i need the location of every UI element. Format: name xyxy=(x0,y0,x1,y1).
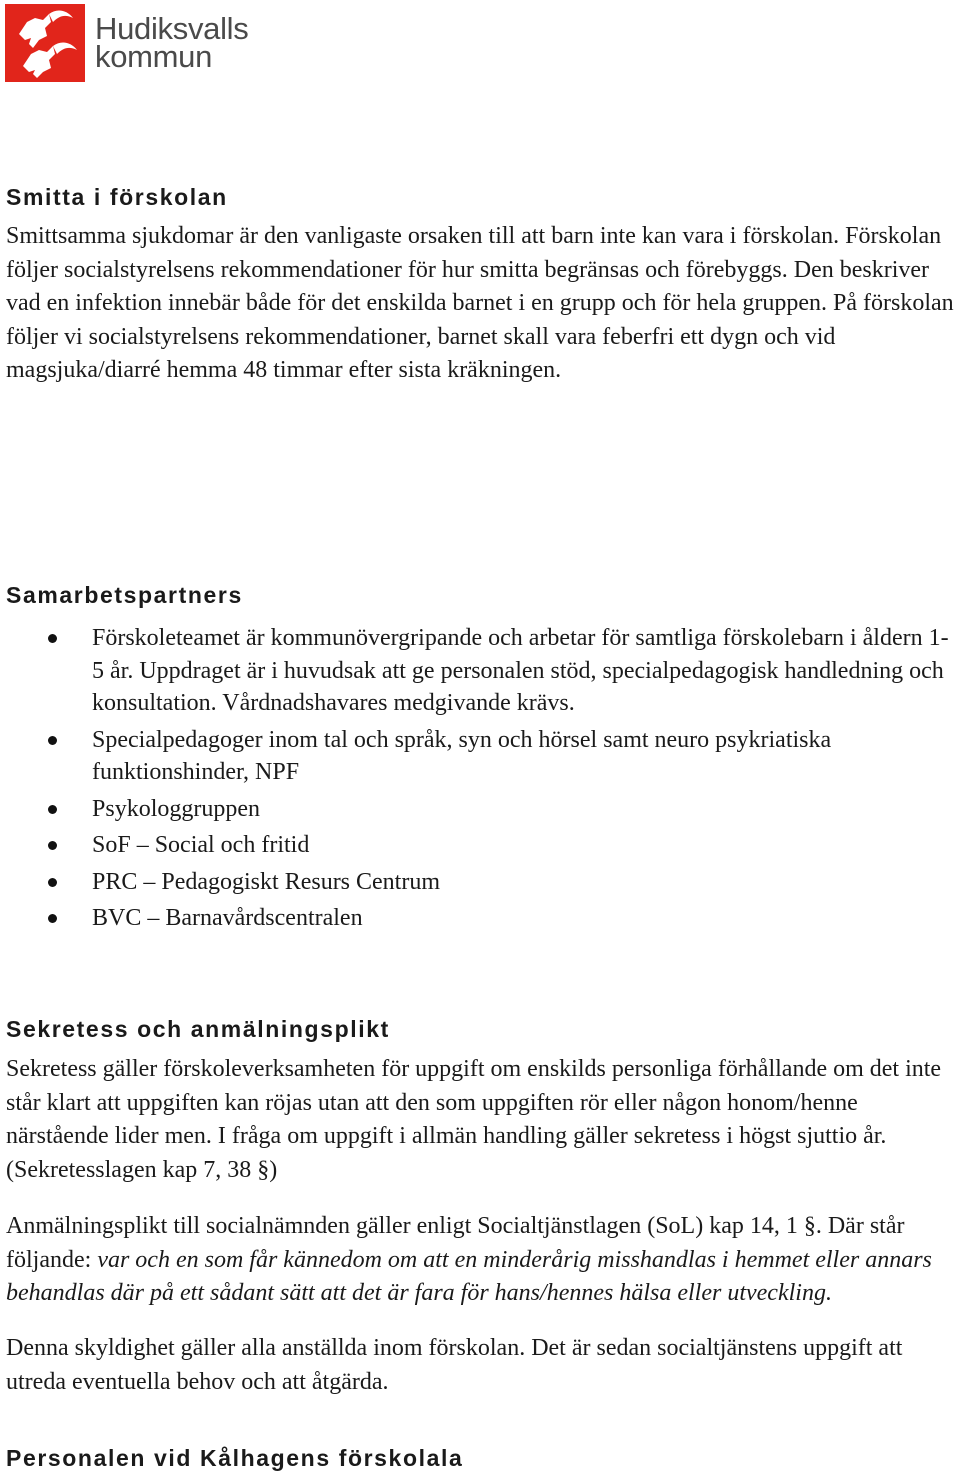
list-item-text: Psykologgruppen xyxy=(92,795,260,822)
goat-emblem-icon xyxy=(5,4,85,82)
section-heading-personal: Personalen vid Kålhagens förskolala xyxy=(6,1445,464,1471)
goat-emblem-svg xyxy=(5,4,85,82)
anmalningsplikt-lead: Anmälningsplikt till socialnämnden gäller enligt Socialtjänstlagen (SoL) kap 14, 1 §. Där står följande: xyxy=(6,1213,905,1273)
bullet-icon xyxy=(48,841,57,850)
bullet-icon xyxy=(48,805,57,814)
bullet-icon xyxy=(48,914,57,923)
section-heading-partners: Samarbetspartners xyxy=(6,582,243,608)
municipality-logo xyxy=(5,4,248,82)
section-body-smitta: Smittsamma sjukdomar är den vanligaste orsaken till att barn inte kan vara i förskolan. Förskolan följer socialstyrelsens rekommendationer för hur smitta begränsas och förebyggs. Den beskriver vad en infektion innebär både för det enskilda barnet i en grupp och för hela gruppen. På förskolan följer vi socialstyrelsens rekommendationer, barnet skall vara feberfri ett dygn och vid magsjuka/diarré hemma 48 timmar efter sista kräkningen. xyxy=(6,223,954,384)
bullet-icon xyxy=(48,634,57,643)
list-item xyxy=(0,829,960,862)
list-item-text: BVC – Barnavårdscentralen xyxy=(92,905,363,931)
list-item-text: Specialpedagoger inom tal och språk, syn och hörsel samt neuro psykriatiska funktionshinder, NPF xyxy=(92,726,832,785)
sekretess-paragraph: Sekretess gäller förskoleverksamheten för uppgift om enskilds personliga förhållande om det inte står klart att uppgiften kan röjas utan att den som uppgiften rör eller någon honom/henne närstående lider men. I fråga om uppgift i allmän handling gäller sekretess i högst sjuttio år. (Sekretesslagen kap 7, 38 §) xyxy=(6,1056,942,1183)
list-item-text: PRC – Pedagogiskt Resurs Centrum xyxy=(92,868,441,895)
logo-line-2: kommun xyxy=(95,39,213,74)
list-item xyxy=(0,902,960,935)
list-item-text: Förskoleteamet är kommunövergripande och arbetar för samtliga förskolebarn i åldern 1-5 år. Uppdraget är i huvudsak att ge personalen stöd, specialpedagogisk handledning och konsultation. Vårdnadshavares medgivande krävs. xyxy=(92,625,949,716)
section-heading-sekretess: Sekretess och anmälningsplikt xyxy=(6,1016,390,1042)
bullet-icon xyxy=(48,736,57,745)
bullet-icon xyxy=(48,878,57,887)
list-item xyxy=(0,866,960,899)
partners-list xyxy=(0,622,960,939)
list-item xyxy=(0,724,960,789)
list-item xyxy=(0,793,960,826)
logo-wordmark xyxy=(95,11,249,74)
list-item xyxy=(0,622,960,720)
skyldighet-paragraph: Denna skyldighet gäller alla anställda inom förskolan. Det är sedan socialtjänstens uppgift att utreda eventuella behov och att åtgärda. xyxy=(6,1335,903,1395)
section-heading-smitta: Smitta i förskolan xyxy=(6,184,228,210)
law-quote: var och en som får kännedom om att en minderårig misshandlas i hemmet eller annars behandlas där på ett sådant sätt att det är fara för hans/hennes hälsa eller utveckling. xyxy=(6,1246,932,1307)
logo-line-1: Hudiksvalls xyxy=(95,11,249,46)
list-item-text: SoF – Social och fritid xyxy=(92,832,310,858)
anmalningsplikt-paragraph xyxy=(6,1210,956,1311)
